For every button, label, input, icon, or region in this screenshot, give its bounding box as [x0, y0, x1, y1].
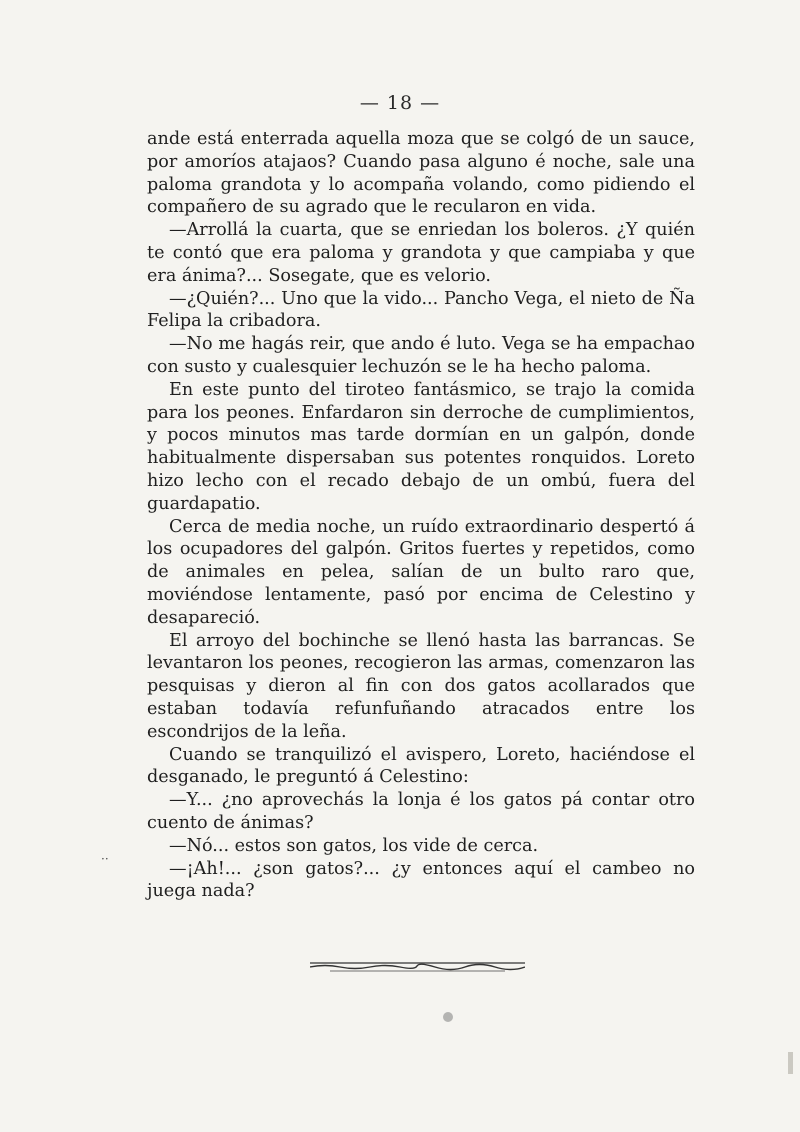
paragraph-6: Cerca de media noche, un ruído extraordinario despertó á los ocupadores del galpón. Gritos fuertes y repetidos, como de animales en pelea, salían de un bulto raro que, moviéndose lentamente, pasó por encima de Celestino y desapareció. [147, 516, 695, 628]
paragraph-7: El arroyo del bochinche se llenó hasta las barrancas. Se levantaron los peones, recogieron las armas, comenzaron las pesquisas y dieron al fin con dos gatos acollarados que estaban todavía refunfuñando atracados entre los escondrijos de la leña. [147, 630, 695, 742]
paragraph-11: —¡Ah!... ¿son gatos?... ¿y entonces aquí el cambeo no juega nada? [147, 858, 695, 902]
margin-mark: ·· [101, 852, 109, 866]
paragraph-1: ande está enterrada aquella moza que se colgó de un sauce, por amoríos atajaos? Cuando pasa alguno é noche, sale una paloma grandota y lo acompaña volando, como pidiendo el compañero de su agrado que le recularon en vida. [147, 129, 695, 218]
page-edge-mark [788, 1052, 793, 1074]
paragraph-10: —Nó... estos son gatos, los vide de cerca. [169, 835, 539, 856]
body-text [147, 128, 695, 903]
paragraph-9: —Y... ¿no aprovechás la lonja é los gatos pá contar otro cuento de ánimas? [147, 790, 695, 833]
ink-spot [443, 1012, 453, 1022]
ornamental-divider [310, 958, 525, 974]
paragraph-8: Cuando se tranquilizó el avispero, Loreto, haciéndose el desganado, le preguntó á Celestino: [147, 744, 695, 788]
paragraph-5: En este punto del tiroteo fantásmico, se trajo la comida para los peones. Enfardaron sin derroche de cumplimientos, y pocos minutos mas tarde dormían en un galpón, donde habitualmente dispersaban sus potentes ronquidos. Loreto hizo lecho con el recado debajo de un ombú, fuera del guardapatio. [147, 379, 695, 514]
paragraph-2: —Arrollá la cuarta, que se enriedan los boleros. ¿Y quién te contó que era paloma y grandota y que campiaba y que era ánima?... Sosegate, que es velorio. [147, 220, 695, 286]
paragraph-4: —No me hagás reir, que ando é luto. Vega se ha empachao con susto y cualesquier lechuzón se le ha hecho paloma. [147, 334, 695, 377]
page-number: — 18 — [359, 92, 441, 114]
paragraph-3: —¿Quién?... Uno que la vido... Pancho Vega, el nieto de Ña Felipa la cribadora. [147, 288, 695, 332]
